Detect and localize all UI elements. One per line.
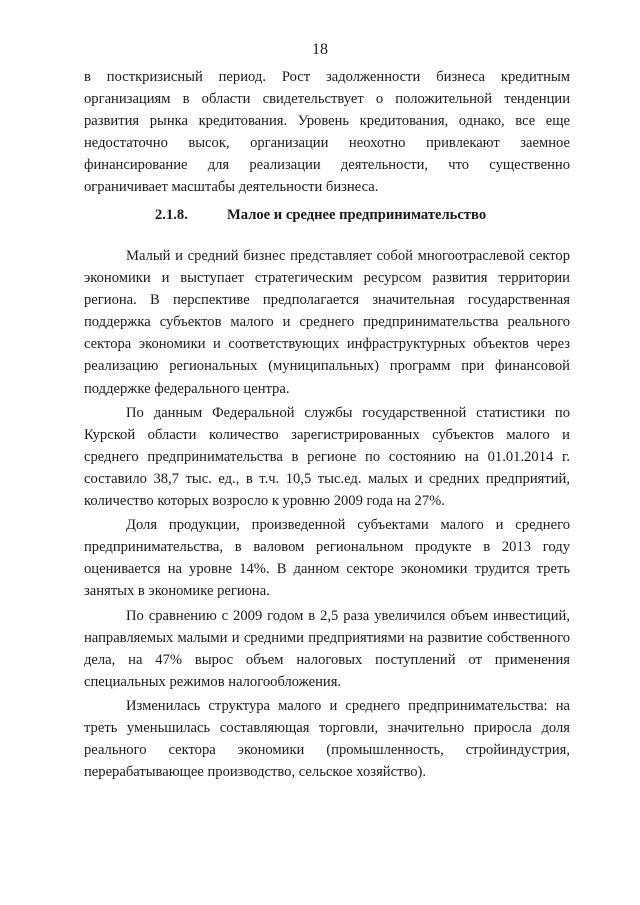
section-body [84, 245, 570, 783]
page-number: 18 [312, 41, 328, 58]
paragraph: Изменилась структура малого и среднего предпринимательства: на треть уменьшилась составляющая торговли, значительно приросла доля реального сектора экономики (промышленность, стройиндустрия, перерабатывающее производство, сельское хозяйство). [84, 697, 570, 781]
paragraph: По данным Федеральной службы государственной статистики по Курской области количество зарегистрированных субъектов малого и среднего предпринимательства в регионе по состоянию на 01.01.2014 г. составило 38,7 тыс. ед., в т.ч. 10,5 тыс.ед. малых и средних предприятий, количество которых возросло к уровню 2009 года на 27%. [84, 404, 570, 510]
intro-paragraph: в посткризисный период. Рост задолженности бизнеса кредитным организациям в области свидетельствует о положительной тенденции развития рынка кредитования. Уровень кредитования, однако, все еще недостаточно высок, организации неохотно привлекают заемное финансирование для реализации деятельности, что существенно ограничивает масштабы деятельности бизнеса. [84, 69, 570, 196]
section-title: Малое и среднее предпринимательство [227, 207, 487, 223]
paragraph: Доля продукции, произведенной субъектами малого и среднего предпринимательства, в валовом региональном продукте в 2013 году оценивается на уровне 14%. В данном секторе экономики трудится треть занятых в экономике региона. [84, 517, 570, 600]
intro-text-block [84, 66, 570, 199]
section-heading [155, 205, 486, 225]
paragraph: Малый и средний бизнес представляет собой многоотраслевой сектор экономики и выступает стратегическим ресурсом развития территории региона. В перспективе предполагается значительная государственная поддержка субъектов малого и среднего предпринимательства реального сектора экономики и соответствующих инфраструктурных объектов через реализацию региональных (муниципальных) программ при финансовой поддержке федерального центра. [84, 248, 570, 397]
paragraph: По сравнению с 2009 годом в 2,5 раза увеличился объем инвестиций, направляемых малыми и средними предприятиями на развитие собственного дела, на 47% вырос объем налоговых поступлений от применения специальных режимов налогообложения. [84, 607, 570, 690]
section-number: 2.1.8. [155, 207, 188, 223]
